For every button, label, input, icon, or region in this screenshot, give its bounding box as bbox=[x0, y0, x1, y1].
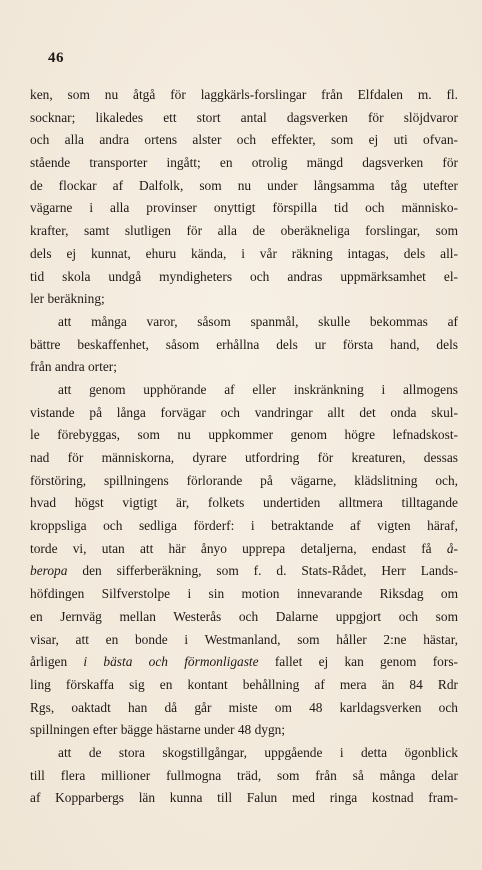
italic-span: beropa bbox=[30, 563, 68, 579]
line-text: förstöring, spillningens förlorande på vägarne, klädslitning och, bbox=[30, 472, 458, 488]
text-line bbox=[30, 379, 458, 402]
line-text: dels ej kunnat, ehuru kända, i vår räkning intagas, dels all- bbox=[30, 245, 458, 261]
line-text: till flera millioner fullmogna träd, som från så många delar bbox=[30, 767, 458, 783]
line-text: af Kopparbergs län kunna till Falun med ringa kostnad fram- bbox=[30, 790, 458, 806]
text-line bbox=[30, 629, 458, 652]
text-line bbox=[30, 84, 458, 107]
line-text: nad för människorna, dyrare utfordring för kreaturen, dessas bbox=[30, 450, 458, 465]
line-text: de flockar af Dalfolk, som nu under långsamma tåg utefter bbox=[30, 177, 458, 193]
text-line bbox=[30, 560, 458, 583]
text-line bbox=[30, 606, 458, 629]
line-text: le förebyggas, som nu uppkommer genom högre lefnadskost- bbox=[30, 427, 458, 443]
text-line bbox=[30, 742, 458, 765]
line-text: ler beräkning; bbox=[30, 291, 105, 307]
text-line bbox=[30, 697, 458, 720]
text-line bbox=[30, 538, 458, 561]
line-text: den sifferberäkning, som f. d. Stats-Rådet, Herr Lands- bbox=[67, 563, 458, 579]
line-text-tail: fallet ej kan genom fors- bbox=[274, 654, 458, 670]
text-line bbox=[30, 288, 458, 311]
line-text: visar, att en bonde i Westmanland, som håller 2:ne hästar, bbox=[30, 631, 458, 647]
text-line bbox=[30, 129, 458, 152]
line-text: årligen bbox=[30, 654, 68, 670]
line-text: ken, som nu åtgå för laggkärls-forslingar från Elfdalen m. fl. bbox=[30, 87, 458, 102]
text-line bbox=[30, 334, 458, 357]
text-line bbox=[30, 243, 458, 266]
line-text: Rgs, oaktadt han då går miste om 48 karldagsverken och bbox=[30, 699, 458, 715]
body-text bbox=[30, 84, 458, 810]
text-line bbox=[30, 107, 458, 130]
line-text: krafter, samt slutligen för alla de oberäkneliga forslingar, som bbox=[30, 223, 458, 239]
text-line bbox=[30, 674, 458, 697]
line-text: att de stora skogstillgångar, uppgående i detta ögonblick bbox=[58, 744, 458, 760]
line-text: att genom upphörande af eller inskränkning i allmogens bbox=[58, 381, 458, 397]
line-text: ling förskaffa sig en kontant behållning af mera än 84 Rdr bbox=[30, 676, 458, 692]
line-text: tid skola undgå myndigheters och andras uppmärksamhet el- bbox=[30, 268, 458, 284]
line-text: vistande på långa forvägar och vandringar allt det onda skul- bbox=[30, 404, 458, 420]
text-line bbox=[30, 470, 458, 493]
text-line bbox=[30, 583, 458, 606]
italic-span: i bästa och förmonligaste bbox=[83, 654, 259, 670]
text-line bbox=[30, 719, 458, 742]
text-line bbox=[30, 765, 458, 788]
line-text: torde vi, utan att här ånyo upprepa detaljerna, endast få bbox=[30, 540, 432, 556]
text-line bbox=[30, 447, 458, 470]
text-line bbox=[30, 152, 458, 175]
line-text: från andra orter; bbox=[30, 359, 117, 375]
text-line bbox=[30, 220, 458, 243]
text-line bbox=[30, 515, 458, 538]
text-line bbox=[30, 402, 458, 425]
line-text: en Jernväg mellan Westerås och Dalarne uppgjort och som bbox=[30, 608, 458, 624]
text-line bbox=[30, 356, 458, 379]
line-text: hvad högst vigtigt är, folkets undertiden alltmera tilltagande bbox=[30, 495, 458, 511]
page-number: 46 bbox=[48, 50, 64, 66]
line-text: att många varor, såsom spanmål, skulle bekommas af bbox=[58, 313, 458, 329]
line-text: bättre beskaffenhet, såsom erhållna dels ur första hand, dels bbox=[30, 336, 458, 352]
text-line bbox=[30, 651, 458, 674]
line-text: höfdingen Silfverstolpe i sin motion innevarande Riksdag om bbox=[30, 586, 458, 602]
text-line bbox=[30, 787, 458, 810]
text-line bbox=[30, 492, 458, 515]
line-text: kroppsliga och sedliga förderf: i betraktande af vigten häraf, bbox=[30, 518, 458, 534]
text-line bbox=[30, 311, 458, 334]
line-text: och alla andra ortens alster och effekter, som ej uti ofvan- bbox=[30, 132, 458, 148]
line-text: vägarne i alla provinser onyttigt förspilla tid och människo- bbox=[30, 200, 458, 216]
line-text: spillningen efter bägge hästarne under 48 dygn; bbox=[30, 722, 286, 738]
text-line bbox=[30, 266, 458, 289]
line-text: socknar; likaledes ett stort antal dagsverken för slöjdvaror bbox=[30, 109, 458, 125]
text-line bbox=[30, 424, 458, 447]
text-line bbox=[30, 197, 458, 220]
line-text: stående transporter ingått; en otrolig mängd dagsverken för bbox=[30, 155, 458, 171]
italic-span: å- bbox=[446, 540, 458, 556]
text-line bbox=[30, 175, 458, 198]
